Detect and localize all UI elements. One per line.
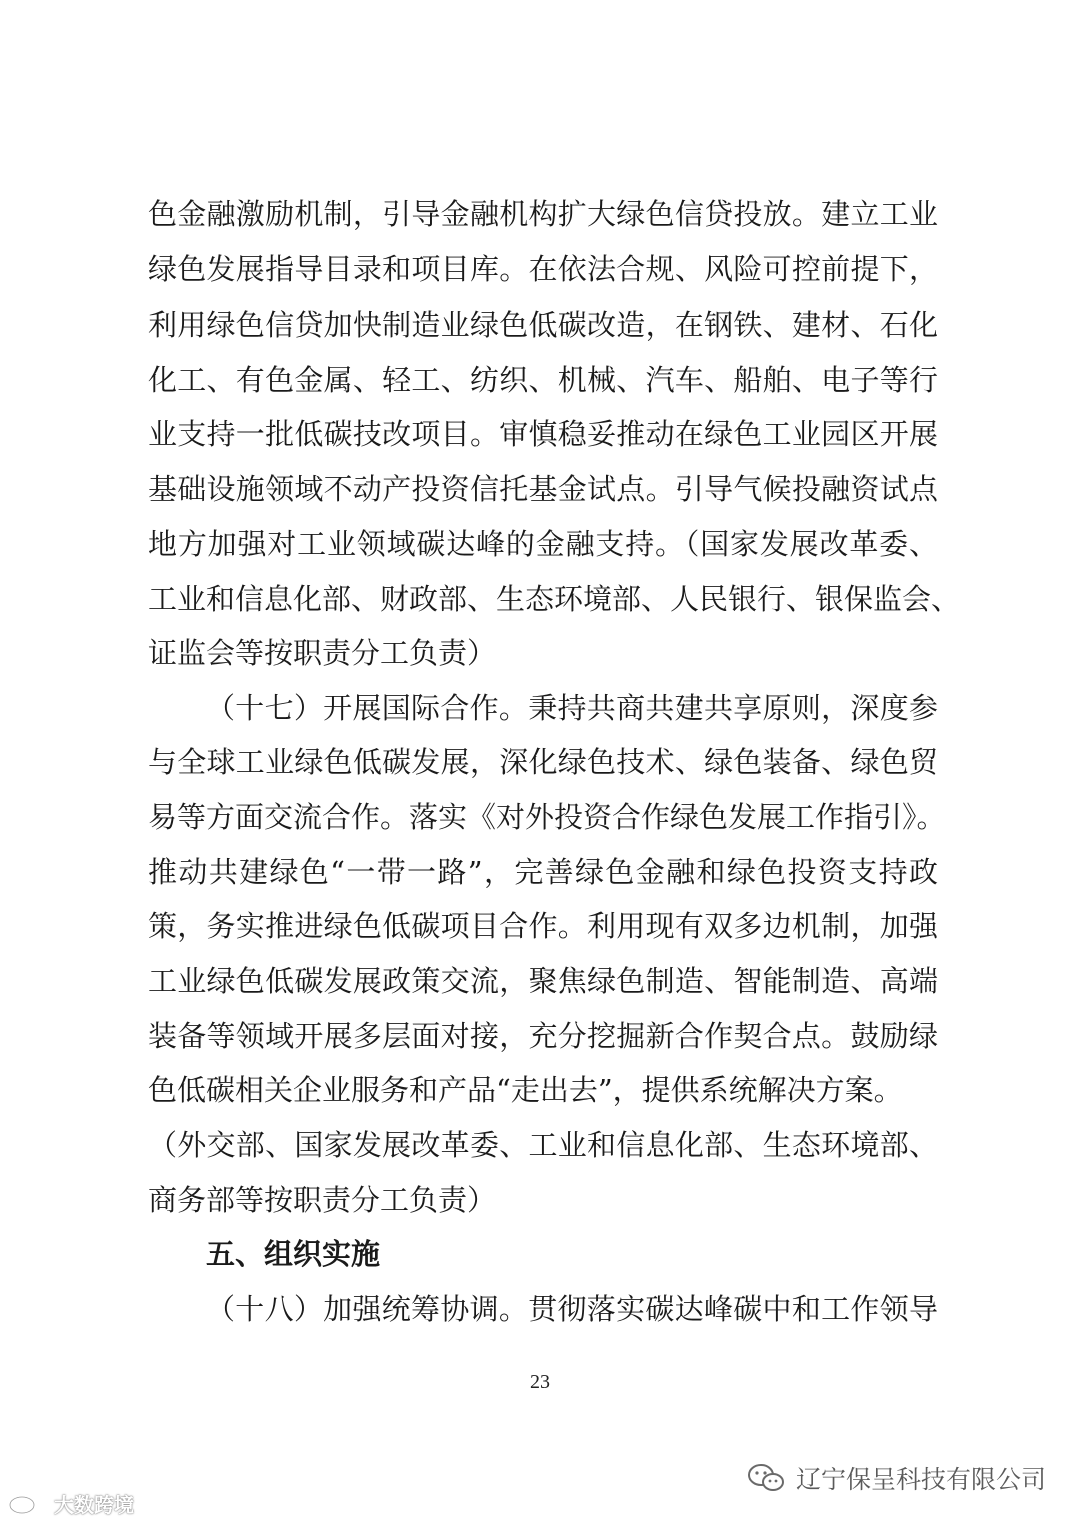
text-line: 商务部等按职责分工负责）	[148, 1183, 497, 1217]
section-heading: 五、组织实施	[206, 1237, 381, 1271]
text-line: 装备等领域开展多层面对接，充分挖掘新合作契合点。鼓励绿	[148, 1019, 938, 1053]
account-watermark-text: 辽宁保呈科技有限公司	[795, 1465, 1046, 1494]
wechat-icon	[746, 1462, 786, 1494]
text-line: 色金融激励机制，引导金融机构扩大绿色信贷投放。建立工业	[148, 197, 938, 231]
weibo-icon	[8, 1490, 48, 1516]
text-line: 工业绿色低碳发展政策交流，聚焦绿色制造、智能制造、高端	[148, 964, 938, 998]
text-line: 业支持一批低碳技改项目。审慎稳妥推动在绿色工业园区开展	[148, 417, 938, 451]
text-line: 证监会等按职责分工负责）	[148, 636, 497, 670]
paragraph-start: （十八）加强统筹协调。贯彻落实碳达峰碳中和工作领导	[206, 1292, 938, 1326]
page-number: 23	[530, 1371, 550, 1393]
paragraph-start: （十七）开展国际合作。秉持共商共建共享原则，深度参	[206, 691, 938, 725]
text-line: 工业和信息化部、财政部、生态环境部、人民银行、银保监会、	[148, 582, 961, 616]
text-line: 推动共建绿色“一带一路”，完善绿色金融和绿色投资支持政	[148, 855, 938, 889]
text-line: （外交部、国家发展改革委、工业和信息化部、生态环境部、	[148, 1128, 938, 1162]
source-watermark-text: 大数跨境	[54, 1492, 134, 1517]
text-line: 策，务实推进绿色低碳项目合作。利用现有双多边机制，加强	[148, 909, 938, 943]
text-line: 色低碳相关企业服务和产品“走出去”，提供系统解决方案。	[148, 1073, 903, 1107]
text-line: 与全球工业绿色低碳发展，深化绿色技术、绿色装备、绿色贸	[148, 745, 938, 779]
text-line: 利用绿色信贷加快制造业绿色低碳改造，在钢铁、建材、石化	[148, 308, 938, 342]
text-line: 化工、有色金属、轻工、纺织、机械、汽车、船舶、电子等行	[148, 363, 938, 397]
source-watermark	[8, 1488, 134, 1518]
account-watermark	[746, 1460, 1046, 1496]
text-line: 绿色发展指导目录和项目库。在依法合规、风险可控前提下，	[148, 252, 938, 286]
text-line: 地方加强对工业领域碳达峰的金融支持。（国家发展改革委、	[148, 527, 938, 561]
text-line: 基础设施领域不动产投资信托基金试点。引导气候投融资试点	[148, 472, 938, 506]
text-line: 易等方面交流合作。落实《对外投资合作绿色发展工作指引》。	[148, 800, 946, 834]
